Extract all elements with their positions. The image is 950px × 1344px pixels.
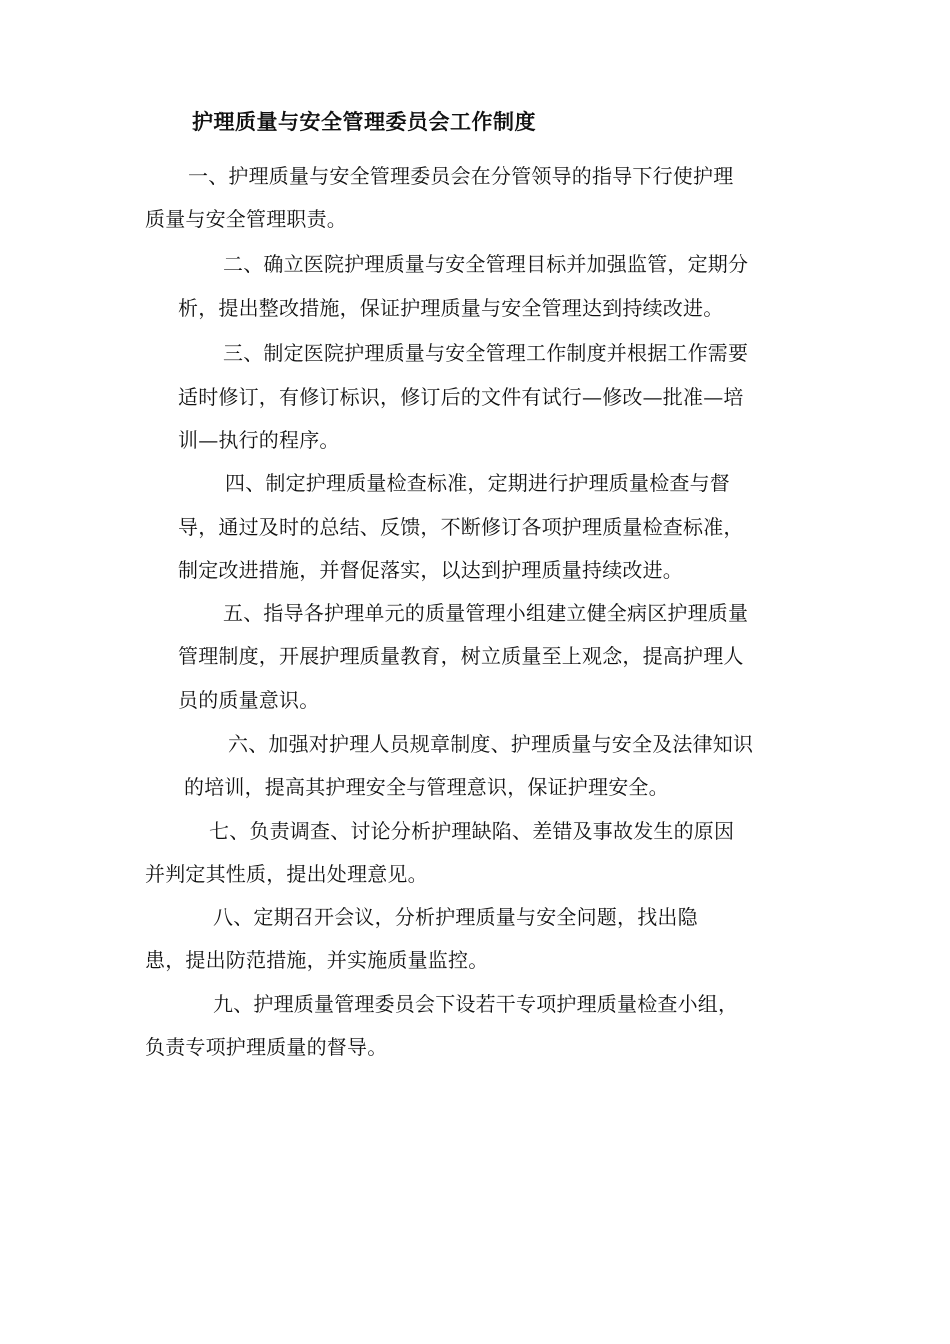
paragraph-2-line-2: 析，提出整改措施，保证护理质量与安全管理达到持续改进。 (178, 296, 724, 320)
paragraph-8-line-1: 八、定期召开会议，分析护理质量与安全问题，找出隐 (213, 905, 698, 929)
paragraph-5-line-2: 管理制度，开展护理质量教育，树立质量至上观念，提高护理人 (178, 644, 744, 668)
paragraph-7-line-1: 七、负责调查、讨论分析护理缺陷、差错及事故发生的原因 (209, 819, 735, 843)
document-title: 护理质量与安全管理委员会工作制度 (192, 109, 536, 134)
paragraph-7-line-2: 并判定其性质，提出处理意见。 (145, 862, 428, 886)
paragraph-9-line-2: 负责专项护理质量的督导。 (145, 1035, 388, 1059)
paragraph-4-line-2: 导，通过及时的总结、反馈，不断修订各项护理质量检查标准， (178, 515, 744, 539)
paragraph-3-line-1: 三、制定医院护理质量与安全管理工作制度并根据工作需要 (223, 341, 749, 365)
paragraph-3-line-2: 适时修订，有修订标识，修订后的文件有试行—修改—批准—培 (178, 385, 744, 409)
paragraph-6-line-1: 六、加强对护理人员规章制度、护理质量与安全及法律知识 (228, 732, 754, 756)
paragraph-2-line-1: 二、确立医院护理质量与安全管理目标并加强监管，定期分 (223, 252, 749, 276)
paragraph-5-line-1: 五、指导各护理单元的质量管理小组建立健全病区护理质量 (223, 601, 749, 625)
paragraph-4-line-3: 制定改进措施，并督促落实，以达到护理质量持续改进。 (178, 558, 683, 582)
paragraph-6-line-2: 的培训，提高其护理安全与管理意识，保证护理安全。 (184, 775, 669, 799)
paragraph-3-line-3: 训—执行的程序。 (178, 428, 340, 452)
paragraph-4-line-1: 四、制定护理质量检查标准，定期进行护理质量检查与督 (225, 471, 730, 495)
paragraph-1-line-1: 一、护理质量与安全管理委员会在分管领导的指导下行使护理 (188, 164, 734, 188)
paragraph-5-line-3: 员的质量意识。 (178, 688, 320, 712)
paragraph-8-line-2: 患，提出防范措施，并实施质量监控。 (145, 948, 489, 972)
paragraph-1-line-2: 质量与安全管理职责。 (145, 207, 347, 231)
paragraph-9-line-1: 九、护理质量管理委员会下设若干专项护理质量检查小组， (213, 992, 739, 1016)
